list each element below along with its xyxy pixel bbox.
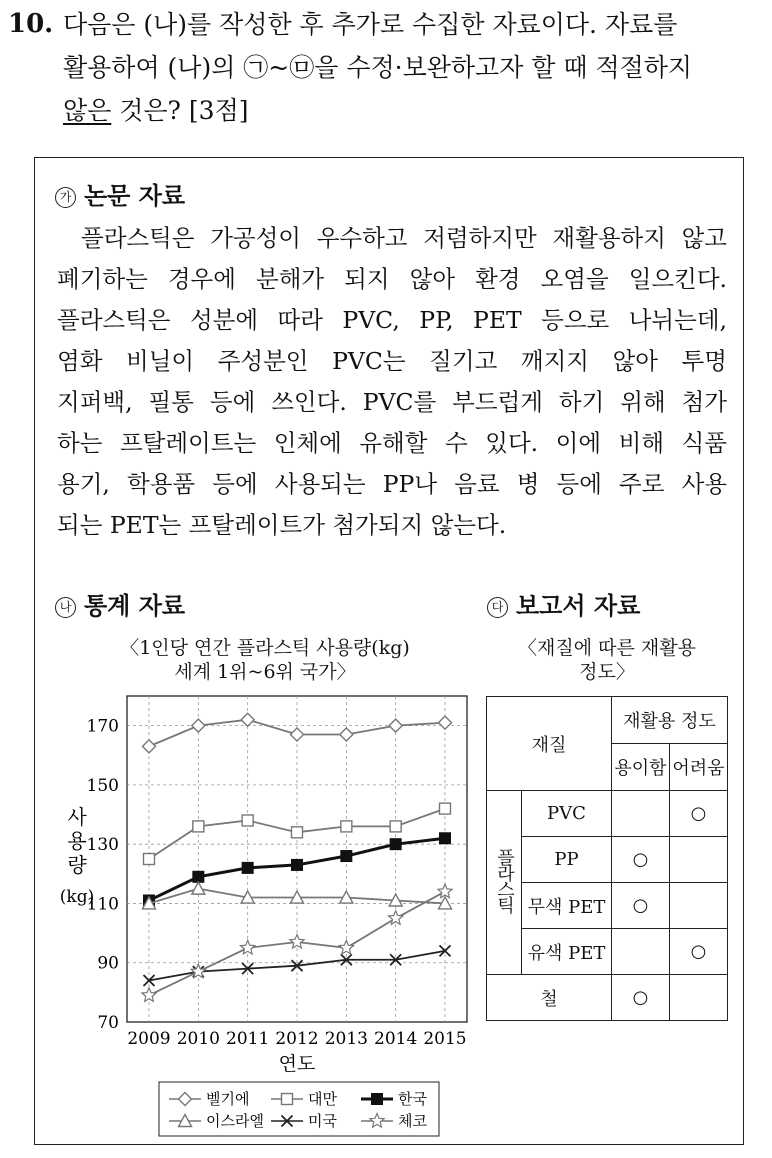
group-plastic-label: 플라스틱 <box>494 848 515 912</box>
row-easy-iron: ○ <box>612 975 670 1021</box>
legend-marker <box>282 1094 293 1105</box>
chart-title: 〈1인당 연간 플라스틱 사용량(kg) <box>120 637 410 659</box>
table-caption-line2: 정도〉 <box>579 661 635 683</box>
y-tick-label: 70 <box>97 1013 119 1033</box>
x-tick-label: 2011 <box>226 1029 270 1049</box>
section-ga-title <box>55 176 185 211</box>
data-point <box>341 821 352 832</box>
row-name: PVC <box>522 791 612 837</box>
question-line-3 <box>63 90 248 131</box>
y-tick-label: 110 <box>86 894 119 915</box>
x-tick-label: 2015 <box>423 1029 467 1049</box>
row-hard <box>670 837 728 883</box>
para-line: 폐기하는 경우에 분해가 되지 않아 환경 오염을 일으킨다. <box>57 265 727 293</box>
data-point <box>193 871 204 882</box>
table-caption <box>487 636 727 684</box>
y-tick-label: 130 <box>86 835 119 856</box>
para-line: 염화 비닐이 주성분인 PVC는 질기고 깨지지 않아 투명 <box>57 347 727 375</box>
circled-ga-icon: 가 <box>55 187 76 208</box>
question-line-2: 활용하여 (나)의 ㉠~㉤을 수정·보완하고자 할 때 적절하지 <box>63 53 693 82</box>
x-tick-label: 2014 <box>374 1029 418 1049</box>
row-easy: ○ <box>612 883 670 929</box>
data-point <box>242 815 253 826</box>
header-hard: 어려움 <box>670 744 728 791</box>
para-line: 용기, 학용품 등에 사용되는 PP나 음료 병 등에 주로 사용 <box>57 470 727 498</box>
row-easy: ○ <box>612 837 670 883</box>
data-point <box>390 821 401 832</box>
row-name-iron: 철 <box>487 975 612 1021</box>
row-easy <box>612 791 670 837</box>
section-na-label: 통계 자료 <box>84 591 186 620</box>
chart-caption <box>95 636 435 684</box>
header-degree: 재활용 정도 <box>612 697 728 744</box>
y-axis-label-char: 량 <box>67 853 87 878</box>
underlined-word: 않은 <box>63 96 112 125</box>
x-tick-label: 2012 <box>275 1029 319 1049</box>
legend-label: 체코 <box>398 1112 427 1130</box>
row-name: 유색 PET <box>522 929 612 975</box>
data-point <box>341 851 352 862</box>
legend-box <box>159 1082 439 1136</box>
header-material: 재질 <box>487 697 612 791</box>
row-name: 무색 PET <box>522 883 612 929</box>
data-point <box>242 862 253 873</box>
chart-subtitle: 세계 1위~6위 국가〉 <box>174 661 356 683</box>
row-hard-iron <box>670 975 728 1021</box>
row-name: PP <box>522 837 612 883</box>
section-ga-label: 논문 자료 <box>84 181 186 210</box>
para-line: 하는 프탈레이트는 인체에 유해할 수 있다. 이에 비해 식품 <box>57 429 727 457</box>
question-number: 10. <box>8 9 54 39</box>
para-line: 플라스틱은 성분에 따라 PVC, PP, PET 등으로 나뉘는데, <box>57 306 727 334</box>
table-caption-line1: 〈재질에 따른 재활용 <box>518 637 696 659</box>
y-tick-label: 170 <box>86 716 119 737</box>
x-tick-label: 2009 <box>127 1029 171 1049</box>
x-axis-label: 연도 <box>278 1053 316 1075</box>
legend-label: 한국 <box>398 1090 427 1108</box>
para-line: 되는 PET는 프탈레이트가 첨가되지 않는다. <box>57 511 507 539</box>
para-line: 지퍼백, 필통 등에 쓰인다. PVC를 부드럽게 하기 위해 첨가 <box>57 388 727 416</box>
para-line: 플라스틱은 가공성이 우수하고 저렴하지만 재활용하지 않고 <box>81 224 727 252</box>
circled-da-icon: 다 <box>487 597 508 618</box>
y-tick-label: 150 <box>86 775 119 796</box>
data-point <box>440 803 451 814</box>
group-plastic-cell <box>487 791 522 975</box>
x-tick-label: 2013 <box>324 1029 368 1049</box>
row-easy <box>612 929 670 975</box>
legend-label: 미국 <box>308 1112 337 1130</box>
question-line-3-rest: 것은? [3점] <box>111 96 249 125</box>
header-easy: 용이함 <box>612 744 670 791</box>
circled-na-icon: 나 <box>55 597 76 618</box>
y-tick-label: 90 <box>97 953 119 974</box>
legend-label: 대만 <box>308 1090 337 1108</box>
y-axis-label-char: 용 <box>67 829 87 854</box>
section-ga-paragraph <box>57 218 727 546</box>
data-point <box>292 859 303 870</box>
legend-label: 벨기에 <box>206 1090 250 1108</box>
material-box <box>34 157 744 1145</box>
line-chart <box>39 688 479 1138</box>
data-point <box>144 854 155 865</box>
row-hard: ○ <box>670 791 728 837</box>
question-line-1: 다음은 (나)를 작성한 후 추가로 수집한 자료이다. 자료를 <box>63 10 678 39</box>
section-da-label: 보고서 자료 <box>516 591 641 620</box>
data-point <box>292 827 303 838</box>
legend-marker <box>372 1094 383 1105</box>
row-hard <box>670 883 728 929</box>
y-axis-unit: (kg) <box>59 887 95 908</box>
section-na-title <box>55 586 185 621</box>
section-da-title <box>487 586 640 621</box>
y-axis-label-char: 사 <box>67 805 87 830</box>
x-tick-label: 2010 <box>176 1029 220 1049</box>
data-point <box>193 821 204 832</box>
row-hard: ○ <box>670 929 728 975</box>
legend-label: 이스라엘 <box>206 1112 264 1130</box>
recycle-table <box>486 696 728 1021</box>
data-point <box>440 833 451 844</box>
data-point <box>390 839 401 850</box>
